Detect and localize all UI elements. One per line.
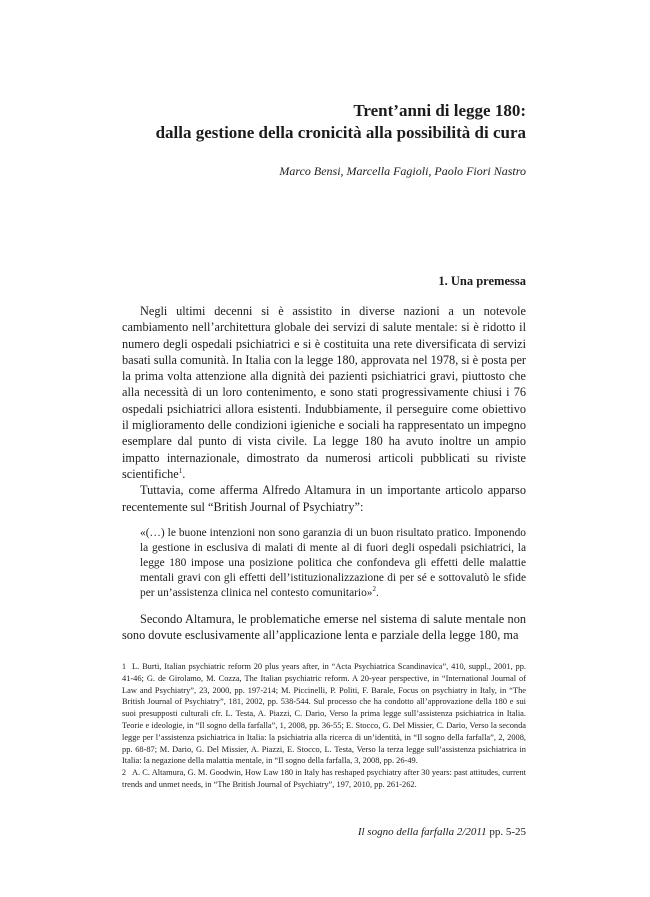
footnote-text: A. C. Altamura, G. M. Goodwin, How Law 180 in Italy has reshaped psychiatry after 30 years: past attitudes, current trends and unmet needs, in “The British Journal of Psychiatry”, 197, 2010, pp. 261-262. [122, 768, 526, 789]
paragraph-text: Negli ultimi decenni si è assistito in diverse nazioni a un notevole cambiamento nell’architettura globale dei servizi di salute mentale: si è ridotto il numero degli ospedali psichiatrici e si è costituita una rete diversificata di servizi basati sulla comunità. In Italia con la legge 180, approvata nel 1978, si è posta per la prima volta attenzione alla dignità dei pazienti psichiatrici gravi, piuttosto che alla necessità di un loro contenimento, e sono stati progressivamente chiusi i 76 ospedali psichiatrici allora esistenti. Indubbiamente, il perseguire come obiettivo il miglioramento delle condizioni igieniche e sociali ha rappresentato un impegno esemplare dal punto di vista civile. La legge 180 ha avuto inoltre un ampio impatto internazionale, dimostrato da numerosi articoli pubblicati su riviste scientifiche [122, 304, 526, 481]
title-line-1: Trent’anni di legge 180: [353, 101, 526, 120]
quote-text: «(…) le buone intenzioni non sono garanzia di un buon risultato pratico. Imponendo la gestione in esclusiva di malati di mente al di fuori degli ospedali psichiatrici, la legge 180 impose una posizione politica che confondeva gli effetti delle malattie mentali gravi con gli effetti dell’istituzionalizzazione di per sé e sottovalutò le sfide per un’assistenza clinica nel contesto comunitario» [140, 526, 526, 599]
paragraph-end: . [182, 466, 186, 481]
footnote-text: L. Burti, Italian psychiatric reform 20 plus years after, in “Acta Psychiatrica Scandinavica”, 410, suppl., 2001, pp. 41-46; G. de Girolamo, M. Cozza, The Italian psychiatric reform. A 20-year perspective, in “International Journal of Law and Psychiatry”, 23, 2000, pp. 197-214; M. Piccinelli, P. Politi, F. Barale, Focus on psychiatry in Italy, in “The British Journal of Psychiatry”, 181, 2002, pp. 538-544. Sul processo che ha condotto all’approvazione della 180 e sui suoi presupposti culturali cfr. L. Testa, A. Piazzi, C. Dario, Verso la prima legge sull’assistenza psichiatrica in Italia. Teorie e ideologie, in “Il sogno della farfalla”, 1, 2008, pp. 36-55; E. Stocco, G. Del Missier, C. Dario, Verso la seconda legge per l’assistenza psichiatrica in Italia: la psichiatria alla ricerca di un’identità, in “Il sogno della farfalla”, 2, 2008, pp. 68-87; M. Dario, G. Del Missier, A. Piazzi, E. Stocco, L. Testa, Verso la terza legge sull’assistenza psichiatrica in Italia: la negazione della malattia mentale, in “Il sogno della farfalla, 3, 2008, pp. 26-49. [122, 662, 526, 766]
footnotes [122, 661, 526, 791]
footnote-number: 1 [122, 662, 126, 671]
paragraph [122, 303, 526, 482]
footnote-ref: 2 [372, 585, 376, 594]
footnote-number: 2 [122, 768, 126, 778]
authors: Marco Bensi, Marcella Fagioli, Paolo Fiori Nastro [279, 164, 526, 178]
footnote-ref: 1 [178, 466, 183, 475]
paragraph: Tuttavia, come afferma Alfredo Altamura in un importante articolo apparso recentemente sul “British Journal of Psychiatry”: [122, 483, 526, 514]
journal-name: Il sogno della farfalla 2/2011 [357, 826, 487, 838]
page-range: pp. 5-25 [486, 826, 526, 838]
page-footer [110, 825, 526, 839]
body-text [122, 303, 526, 643]
quote-end: . [375, 586, 379, 599]
paragraph: Secondo Altamura, le problematiche emerse nel sistema di salute mentale non sono dovute esclusivamente all’applicazione lenta e parziale della legge 180, ma [122, 611, 526, 643]
block-quote [140, 526, 526, 601]
title-line-2: dalla gestione della cronicità alla possibilità di cura [155, 123, 526, 142]
footnote [122, 661, 526, 767]
article-title [110, 100, 526, 144]
section-heading: 1. Una premessa [438, 274, 526, 288]
footnote [122, 767, 526, 791]
